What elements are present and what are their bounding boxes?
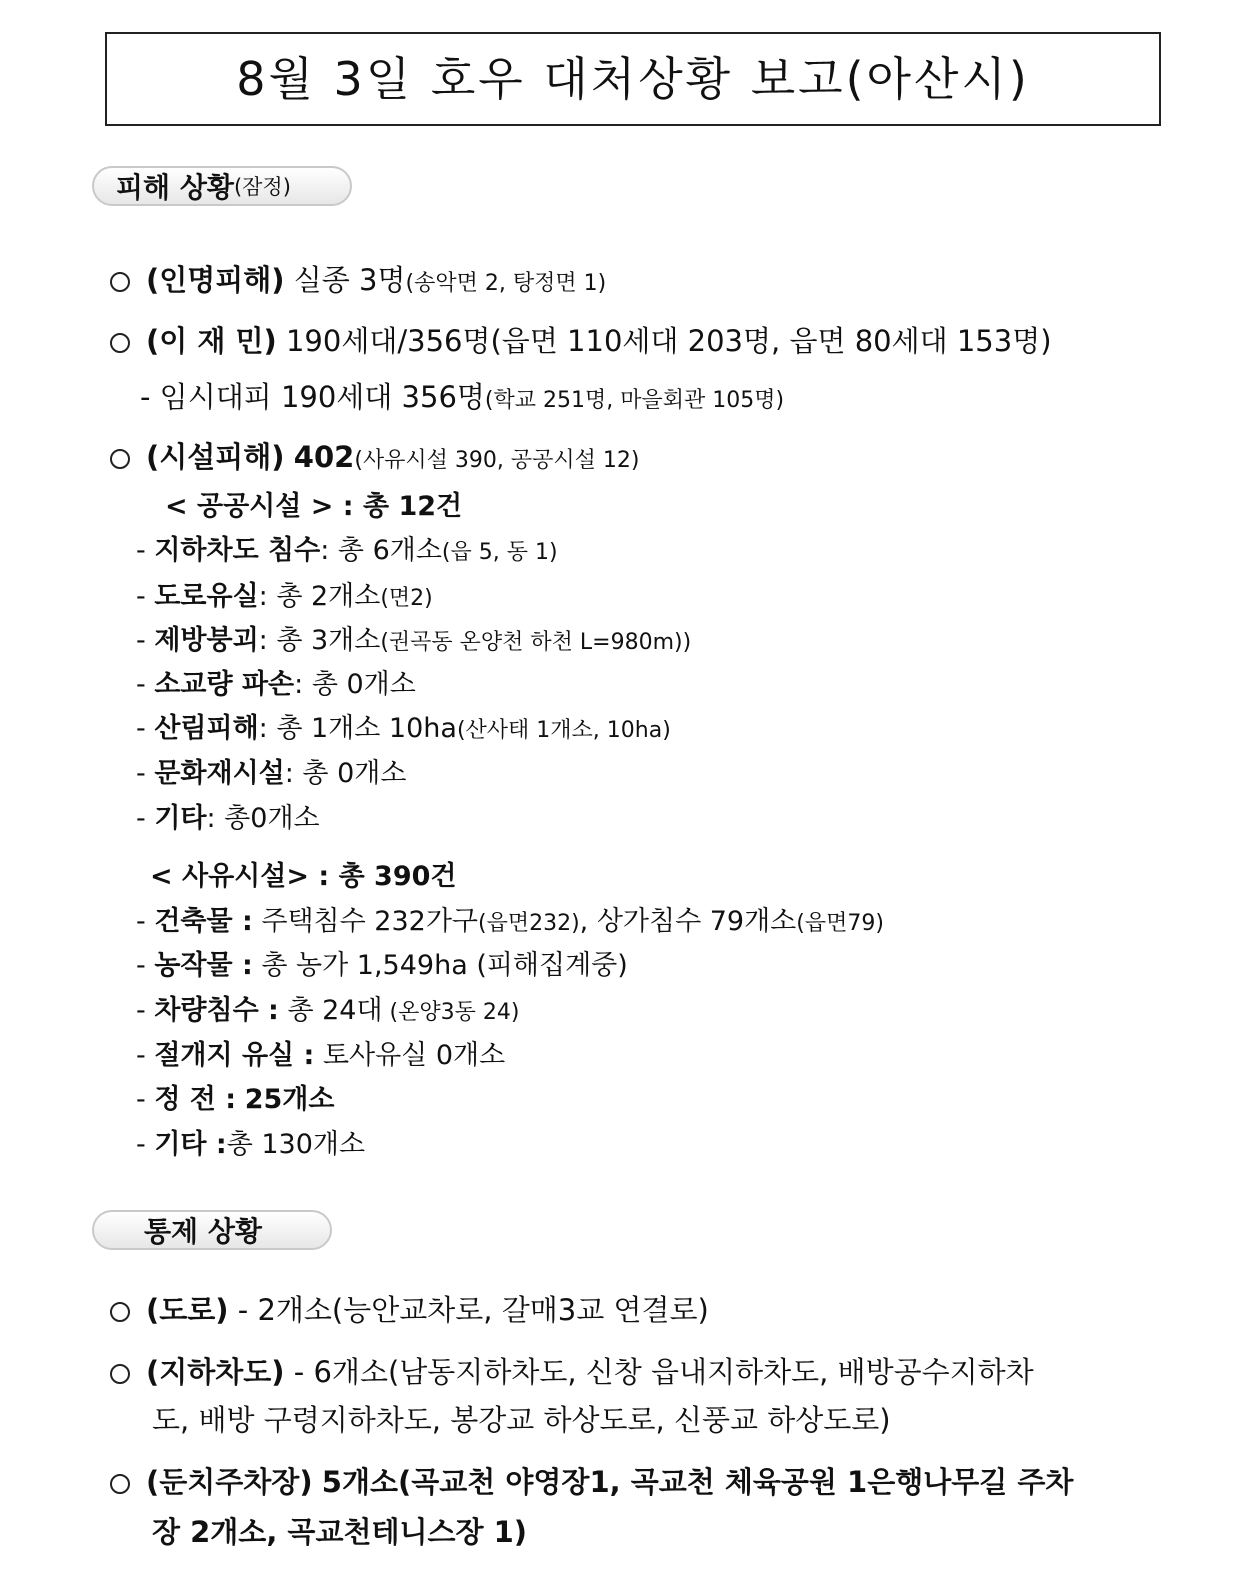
private-item-label: 절개지 유실 :	[154, 1040, 315, 1071]
public-item-label: 기타	[154, 803, 207, 834]
public-item-label: 도로유실	[154, 581, 259, 612]
dash: -	[136, 995, 155, 1026]
public-item	[136, 528, 1256, 567]
public-item-value: : 총 6개소	[320, 535, 442, 566]
parking-line-2	[152, 1510, 1256, 1551]
public-header-text: < 공공시설 > : 총 12건	[165, 491, 463, 522]
underpass-line-2	[152, 1398, 1256, 1439]
underpass-label: (지하차도)	[146, 1355, 285, 1389]
control-section-label: 통제 상황	[144, 1215, 262, 1248]
dash: -	[136, 1129, 155, 1160]
displaced-label: (이 재 민)	[146, 324, 277, 358]
public-item-label: 제방붕괴	[154, 625, 259, 656]
private-item-value: 총 24대	[287, 995, 383, 1026]
road-label: (도로)	[146, 1293, 229, 1327]
public-item-label: 산림피해	[154, 713, 259, 744]
displaced-main: 190세대/356명(읍면 110세대 203명, 읍면 80세대 153명)	[285, 324, 1052, 358]
damage-section-label: 피해 상황	[116, 171, 234, 204]
dash: -	[136, 758, 155, 789]
private-item-note: (읍면232)	[477, 911, 580, 936]
dash: -	[136, 803, 155, 834]
private-header	[150, 854, 1256, 893]
parking-line2: 장 2개소, 곡교천테니스장 1)	[152, 1515, 528, 1549]
public-item-value: : 총0개소	[206, 803, 320, 834]
private-item-label: 기타 :	[154, 1129, 227, 1160]
private-item-label: 정 전 :	[154, 1084, 237, 1115]
facility-line	[110, 435, 1256, 476]
public-header	[165, 484, 1256, 523]
casualties-main: 실종 3명	[293, 263, 406, 297]
road-line	[110, 1288, 1256, 1329]
underpass-line2: 도, 배방 구령지하차도, 봉강교 하상도로, 신풍교 하상도로)	[152, 1403, 891, 1437]
dash: -	[136, 950, 155, 981]
public-item-label: 소교량 파손	[154, 669, 295, 700]
parking-line	[110, 1460, 1256, 1501]
report-title-box	[105, 32, 1161, 126]
private-item-value: 총 130개소	[226, 1129, 366, 1160]
public-item	[136, 662, 1256, 701]
private-item-label: 차량침수 :	[154, 995, 279, 1026]
displaced-line	[110, 319, 1256, 360]
private-item-value: 주택침수 232가구	[261, 906, 478, 937]
damage-section-note: (잠정)	[233, 175, 291, 199]
facility-count: 402	[293, 440, 355, 474]
private-item	[136, 943, 1256, 982]
public-item	[136, 706, 1256, 745]
private-item	[136, 1122, 1256, 1161]
road-text: - 2개소(능안교차로, 갈매3교 연결로)	[237, 1293, 709, 1327]
private-item-value: 25개소	[244, 1084, 335, 1115]
public-item	[136, 574, 1256, 613]
public-item-label: 문화재시설	[154, 758, 285, 789]
public-item-value: : 총 0개소	[294, 669, 416, 700]
underpass-line1: - 6개소(남동지하차도, 신창 읍내지하차도, 배방공수지하차	[293, 1355, 1034, 1389]
casualties-detail: (송악면 2, 탕정면 1)	[405, 271, 607, 296]
public-item	[136, 796, 1256, 835]
dash: -	[136, 669, 155, 700]
bullet-circle-icon	[110, 272, 130, 292]
facility-detail: (사유시설 390, 공공시설 12)	[354, 448, 640, 473]
control-section-header	[92, 1210, 332, 1250]
public-item-note: (산사태 1개소, 10ha)	[456, 718, 671, 743]
dash: -	[136, 1084, 155, 1115]
private-item	[136, 1033, 1256, 1072]
dash: -	[136, 713, 155, 744]
parking-line1: 5개소(곡교천 야영장1, 곡교천 체육공원 1은행나무길 주차	[321, 1465, 1074, 1499]
private-item	[136, 899, 1256, 938]
bullet-circle-icon	[110, 1364, 130, 1384]
displaced-sub-detail: (학교 251명, 마을회관 105명)	[484, 388, 785, 413]
public-item-value: : 총 3개소	[258, 625, 381, 656]
parking-label: (둔치주차장)	[146, 1465, 313, 1499]
dash: -	[136, 906, 155, 937]
bullet-circle-icon	[110, 1474, 130, 1494]
public-item-value: : 총 1개소 10ha	[258, 713, 457, 744]
bullet-circle-icon	[110, 449, 130, 469]
private-item-value: 토사유실 0개소	[322, 1040, 506, 1071]
dash: -	[136, 1040, 155, 1071]
public-item-value: : 총 0개소	[284, 758, 407, 789]
private-header-text: < 사유시설> : 총 390건	[150, 861, 457, 892]
displaced-sub-main: - 임시대피 190세대 356명	[140, 380, 485, 414]
private-item-label: 농작물 :	[154, 950, 253, 981]
public-item-label: 지하차도 침수	[154, 535, 321, 566]
casualties-label: (인명피해)	[146, 263, 285, 297]
public-item	[136, 618, 1256, 657]
public-item-note: (읍 5, 동 1)	[441, 540, 558, 565]
facility-label: (시설피해)	[146, 440, 285, 474]
public-item	[136, 751, 1256, 790]
bullet-circle-icon	[110, 333, 130, 353]
private-item	[136, 988, 1256, 1027]
casualties-line	[110, 258, 1256, 299]
private-item-label: 건축물 :	[154, 906, 253, 937]
private-item	[136, 1077, 1256, 1116]
report-title: 8월 3일 호우 대처상황 보고(아산시)	[236, 52, 1030, 106]
dash: -	[136, 581, 155, 612]
private-item-note2: (읍면79)	[796, 911, 884, 936]
dash: -	[136, 625, 155, 656]
public-item-note: (면2)	[380, 586, 433, 611]
damage-section-header	[92, 166, 352, 206]
private-item-note: (온양3동 24)	[382, 1000, 520, 1025]
private-item-value: 총 농가 1,549ha (피해집계중)	[261, 950, 628, 981]
dash: -	[136, 535, 155, 566]
private-item-value2: , 상가침수 79개소	[579, 906, 797, 937]
underpass-line	[110, 1350, 1256, 1391]
public-item-note: (권곡동 온양천 하천 L=980m))	[380, 630, 692, 655]
displaced-sub-line	[140, 375, 1256, 416]
public-item-value: : 총 2개소	[258, 581, 381, 612]
bullet-circle-icon	[110, 1302, 130, 1322]
